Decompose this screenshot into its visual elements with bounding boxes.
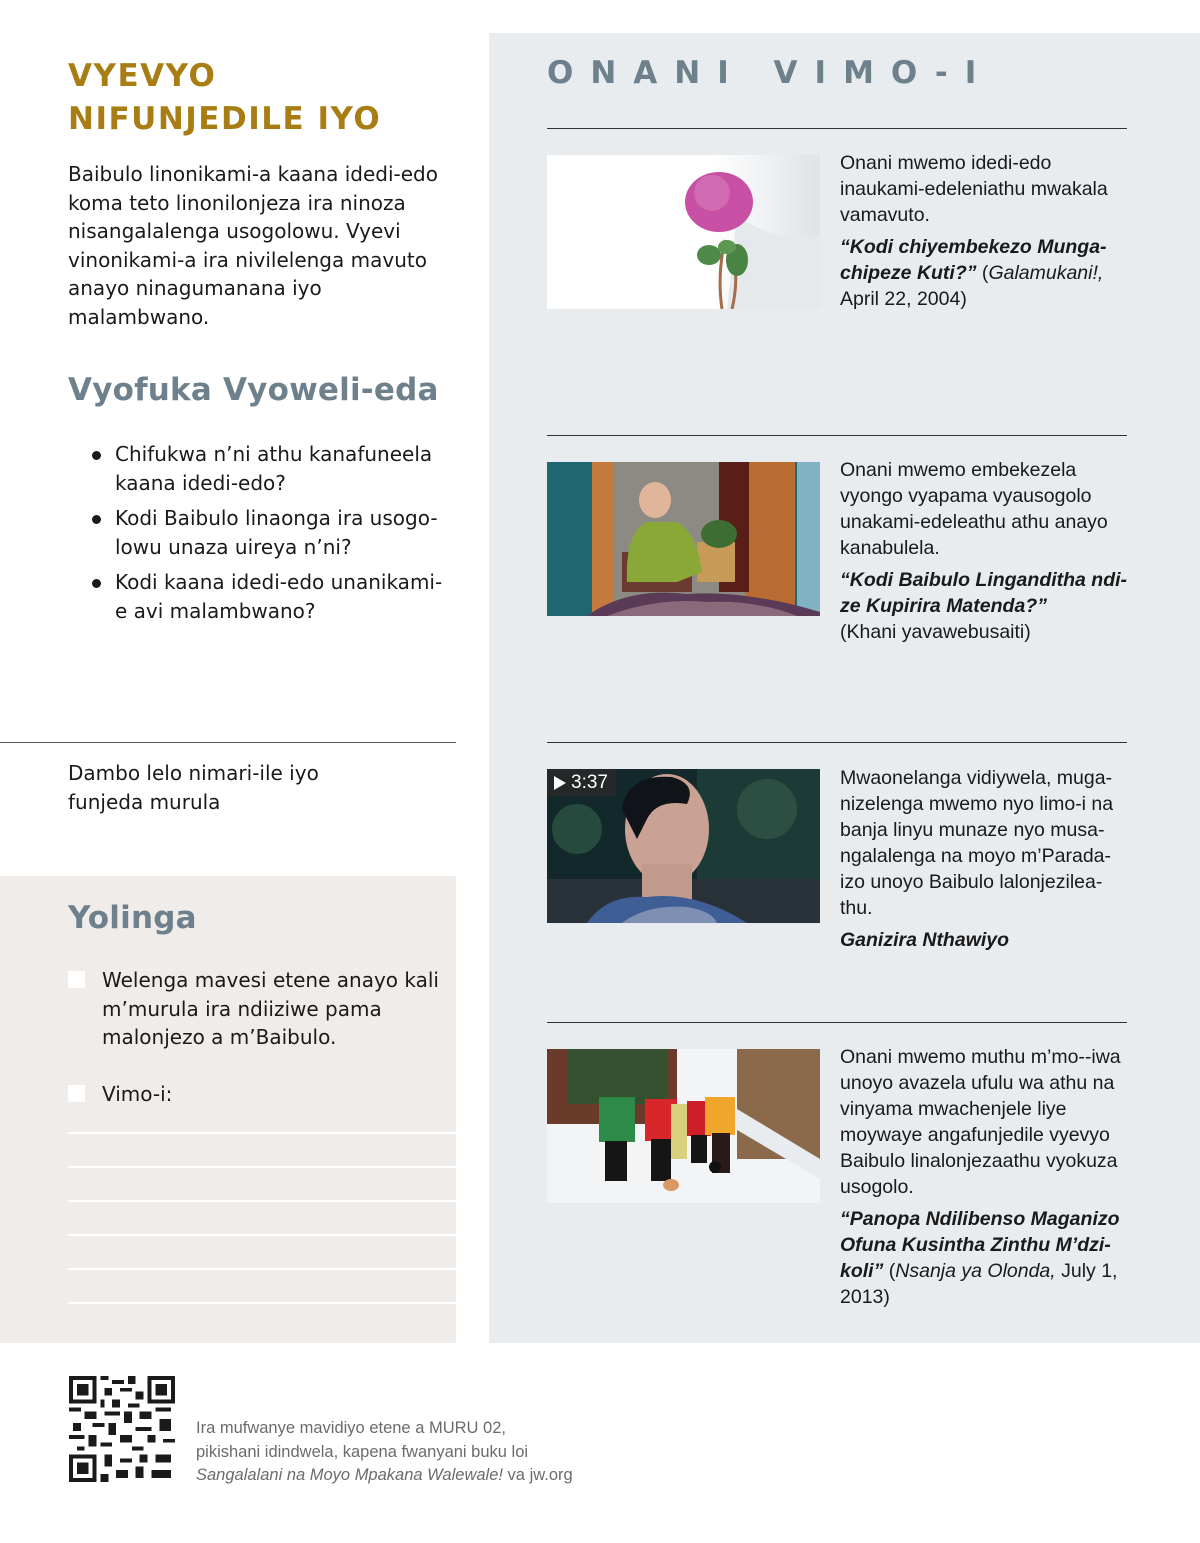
- thumbnail-man-in-wheelchair[interactable]: [547, 462, 820, 616]
- resource-reference: “Kodi chiyembekezo Munga-chipeze Kuti?” (Galamukani!, April 22, 2004): [840, 236, 1107, 310]
- resource-item-3: [840, 765, 1132, 953]
- divider: [547, 742, 1127, 743]
- summary-intro: Baibulo linonikami-a kaana idedi-edo koma teto linonilonjeza ira ninoza nisangalalenga usogolowu. Vyevi vinonikami-a ira nivilelenga mavuto anayo ninagumanana iyo malambwano.: [68, 162, 438, 329]
- bullet-icon: [92, 451, 101, 460]
- goal-checkbox[interactable]: [68, 971, 85, 988]
- write-in-line[interactable]: [68, 1234, 456, 1236]
- play-icon[interactable]: [554, 776, 566, 790]
- resource-description: Onani mwemo muthu m’mo--iwa unoyo avazela ufulu wa athu na vinyama mwachenjele liye moywaye angafunjedile vyevyo Baibulo linalonjezaathu vyokuza usogolo.: [840, 1046, 1121, 1198]
- question-item: Kodi Baibulo linaonga ira usogo-lowu unaza uireya n’ni?: [92, 504, 452, 561]
- divider: [547, 435, 1127, 436]
- resource-item-4: [840, 1044, 1132, 1310]
- title-line-2: NIFUNJEDILE IYO: [68, 101, 382, 137]
- website-link[interactable]: va jw.org: [502, 1466, 573, 1484]
- explore-more-heading: ONANI VIMO-I: [547, 55, 994, 91]
- resource-description: Onani mwemo embekezela vyongo vyapama vyausogolo unakami-edeleathu athu anayo kanabulela.: [840, 459, 1108, 559]
- divider: [0, 742, 456, 743]
- goals-heading: Yolinga: [68, 900, 197, 936]
- review-questions-heading: Vyofuka Vyoweli-eda: [68, 372, 439, 408]
- resource-reference: [840, 927, 1132, 953]
- thumbnail-pink-flower[interactable]: [547, 155, 820, 309]
- article-link[interactable]: “Panopa Ndilibenso Maganizo Ofuna Kusintha Zinthu M’dzi-koli”: [840, 1208, 1120, 1282]
- completion-date-label: Dambo lelo nimari-ile iyo funjeda murula: [68, 761, 319, 814]
- resource-description: Onani mwemo idedi-edo inaukami-edeleniathu mwakala vamavuto.: [840, 152, 1108, 226]
- resource-item-1: [840, 150, 1132, 312]
- resource-reference: “Panopa Ndilibenso Maganizo Ofuna Kusintha Zinthu M’dzi-koli” (Nsanja ya Olonda, July 1, 2013): [840, 1208, 1120, 1308]
- goals-section: [0, 876, 456, 1343]
- resource-item-2: [840, 457, 1132, 645]
- thumbnail-family-walking-in-snow[interactable]: [547, 1049, 820, 1203]
- book-title: Sangalalani na Moyo Mpakana Walewale!: [196, 1466, 503, 1484]
- goal-checkbox[interactable]: [68, 1085, 85, 1102]
- article-link[interactable]: “Kodi chiyembekezo Munga-chipeze Kuti?”: [840, 236, 1107, 284]
- qr-code-icon[interactable]: [68, 1376, 176, 1482]
- video-link[interactable]: Ganizira Nthawiyo: [840, 929, 1010, 951]
- lesson-summary-title: [68, 55, 448, 141]
- resource-reference: “Kodi Baibulo Linganditha ndi-ze Kupirira Matenda?” (Khani yavawebusaiti): [840, 569, 1128, 643]
- write-in-line[interactable]: [68, 1268, 456, 1270]
- write-in-line[interactable]: [68, 1132, 456, 1134]
- write-in-line[interactable]: [68, 1302, 456, 1304]
- video-thumbnail-man-in-forest[interactable]: [547, 769, 820, 923]
- review-questions-list: [92, 440, 452, 632]
- divider: [547, 128, 1127, 129]
- resource-description: Mwaonelanga vidiywela, muga-nizelenga mwemo nyo limo-i na banja linyu munaze nyo musa-ngalalenga na moyo m’Parada-izo unoyo Baibulo lalonjezilea-thu.: [840, 767, 1114, 919]
- footer-note: Ira mufwanye mavidiyo etene a MURU 02, pikishani idindwela, kapena fwanyani buku loi Sangalalani na Moyo Mpakana Walewale! va jw.org: [196, 1419, 573, 1484]
- article-link[interactable]: “Kodi Baibulo Linganditha ndi-ze Kupirira Matenda?”: [840, 569, 1128, 617]
- bullet-icon: [92, 579, 101, 588]
- write-in-line[interactable]: [68, 1200, 456, 1202]
- goal-item-read-verses: Welenga mavesi etene anayo kali m’murula ira ndiiziwe pama malonjezo a m’Baibulo.: [68, 966, 448, 1052]
- write-in-line[interactable]: [68, 1166, 456, 1168]
- question-item: Chifukwa n’ni athu kanafuneela kaana idedi-edo?: [92, 440, 452, 497]
- title-line-1: VYEVYO: [68, 58, 217, 94]
- divider: [547, 1022, 1127, 1023]
- bullet-icon: [92, 515, 101, 524]
- goal-item-other: Vimo-i:: [68, 1080, 448, 1109]
- question-item: Kodi kaana idedi-edo unanikami-e avi malambwano?: [92, 568, 452, 625]
- video-duration-badge: 3:37: [547, 769, 616, 796]
